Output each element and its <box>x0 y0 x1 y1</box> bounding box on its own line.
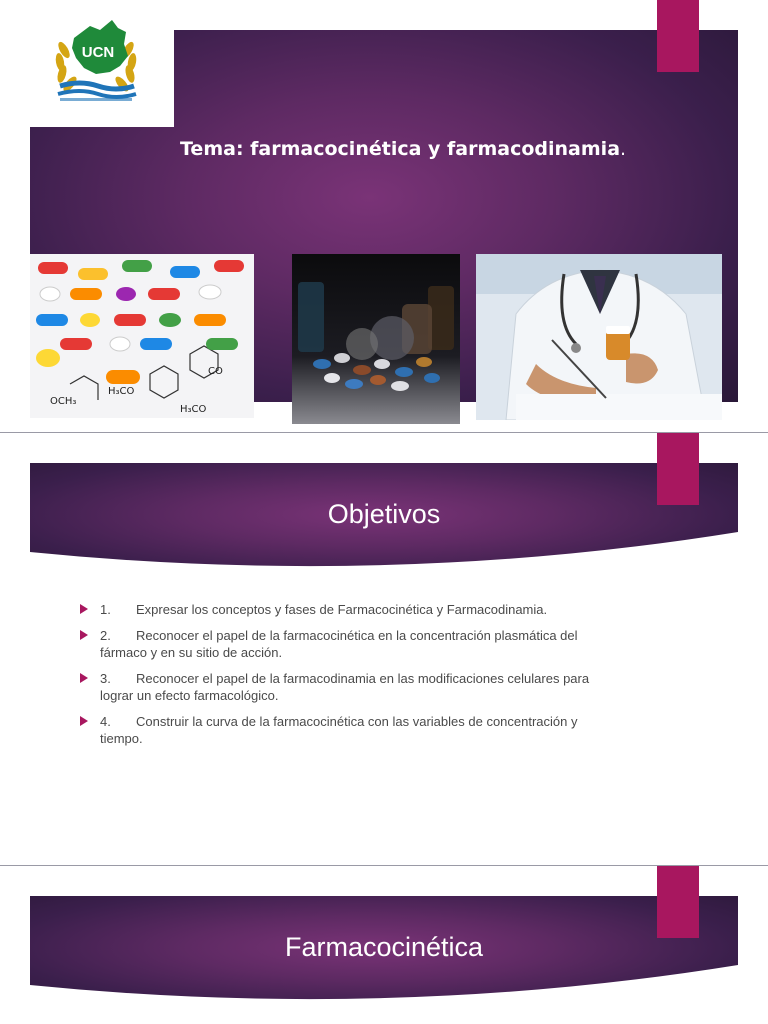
list-item: 2. Reconocer el papel de la farmacocinética en la concentración plasmática del fármaco y en su sitio de acción. <box>80 627 620 661</box>
list-item: 1. Expresar los conceptos y fases de Farmacocinética y Farmacodinamia. <box>80 601 620 618</box>
pills-chemistry-image <box>30 254 254 418</box>
list-item: 4. Construir la curva de la farmacocinética con las variables de concentración y tiempo. <box>80 713 620 747</box>
list-item: 3. Reconocer el papel de la farmacodinamia en las modificaciones celulares para lograr un efecto farmacológico. <box>80 670 620 704</box>
bullet-arrow-icon <box>80 630 88 640</box>
header-curve <box>30 528 738 580</box>
ucn-logo <box>30 0 174 127</box>
header-curve <box>30 961 738 1013</box>
accent-bar <box>657 866 699 938</box>
page-title: Tema: farmacocinética y farmacodinamia. <box>180 138 627 160</box>
bullet-arrow-icon <box>80 604 88 614</box>
slide-objectives <box>0 433 768 865</box>
logo-area <box>30 0 174 127</box>
accent-bar <box>657 0 699 72</box>
bullet-arrow-icon <box>80 673 88 683</box>
svg-text:H₃CO: H₃CO <box>180 404 207 415</box>
objectives-list <box>80 601 620 756</box>
section-title: Farmacocinética <box>284 932 484 962</box>
svg-text:H₃CO: H₃CO <box>108 386 135 397</box>
pill-bottles-image <box>292 254 460 424</box>
accent-bar <box>657 433 699 505</box>
section-title: Objetivos <box>327 499 441 529</box>
logo-text: UCN <box>81 44 115 61</box>
svg-text:CO: CO <box>208 366 223 377</box>
svg-text:OCH₃: OCH₃ <box>50 396 77 407</box>
slide-title <box>0 0 768 432</box>
doctor-image <box>476 254 722 420</box>
bullet-arrow-icon <box>80 716 88 726</box>
slide-farmacocinetica <box>0 866 768 1024</box>
